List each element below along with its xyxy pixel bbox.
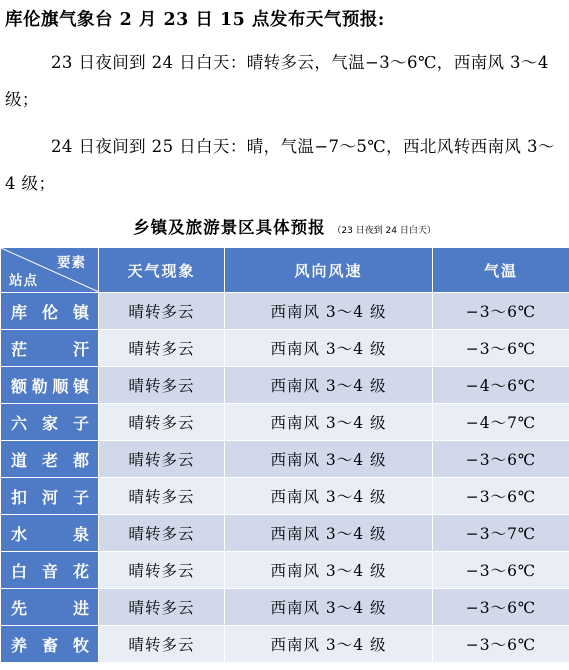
temperature-cell: −3～6℃	[433, 330, 569, 367]
table-row	[1, 589, 569, 626]
station-name: 水泉	[1, 515, 99, 552]
temperature-cell: −4～6℃	[433, 367, 569, 404]
station-name: 扣河子	[1, 478, 99, 515]
weather-cell: 晴转多云	[99, 293, 225, 330]
temperature-cell: −3～6℃	[433, 626, 569, 663]
table-row	[1, 626, 569, 663]
table-row	[1, 367, 569, 404]
wind-cell: 西南风 3～4 级	[225, 626, 433, 663]
temperature-cell: −3～7℃	[433, 515, 569, 552]
station-name: 养畜牧	[1, 626, 99, 663]
wind-cell: 西南风 3～4 级	[225, 367, 433, 404]
table-row	[1, 552, 569, 589]
wind-cell: 西南风 3～4 级	[225, 293, 433, 330]
station-name: 茫汗	[1, 330, 99, 367]
table-title	[0, 214, 569, 238]
wind-cell: 西南风 3～4 级	[225, 552, 433, 589]
table-title-main: 乡镇及旅游景区具体预报	[133, 218, 326, 237]
wind-cell: 西南风 3～4 级	[225, 478, 433, 515]
weather-cell: 晴转多云	[99, 441, 225, 478]
weather-cell: 晴转多云	[99, 404, 225, 441]
temperature-cell: −3～6℃	[433, 441, 569, 478]
table-title-sub: （23 日夜到 24 日白天）	[332, 226, 436, 236]
forecast-paragraph-1: 23 日夜间到 24 日白天：晴转多云，气温−3～6℃，西南风 3～4 级；	[5, 53, 549, 109]
table-row	[1, 404, 569, 441]
station-name: 道老都	[1, 441, 99, 478]
forecast-headline: 库伦旗气象台 2 月 23 日 15 点发布天气预报:	[5, 10, 385, 30]
column-header-temperature: 气温	[433, 248, 569, 293]
station-name: 额勒顺镇	[1, 367, 99, 404]
table-row	[1, 330, 569, 367]
temperature-cell: −3～6℃	[433, 478, 569, 515]
wind-cell: 西南风 3～4 级	[225, 330, 433, 367]
temperature-cell: −3～6℃	[433, 589, 569, 626]
station-name: 六家子	[1, 404, 99, 441]
table-header-row	[1, 248, 569, 293]
temperature-cell: −3～6℃	[433, 293, 569, 330]
corner-label-station: 站点	[9, 273, 38, 289]
corner-header-cell	[1, 248, 99, 293]
table-row	[1, 441, 569, 478]
wind-cell: 西南风 3～4 级	[225, 515, 433, 552]
column-header-wind: 风向风速	[225, 248, 433, 293]
temperature-cell: −3～6℃	[433, 552, 569, 589]
weather-cell: 晴转多云	[99, 552, 225, 589]
station-name: 先进	[1, 589, 99, 626]
weather-cell: 晴转多云	[99, 330, 225, 367]
wind-cell: 西南风 3～4 级	[225, 404, 433, 441]
station-name: 白音花	[1, 552, 99, 589]
table-row	[1, 478, 569, 515]
weather-cell: 晴转多云	[99, 478, 225, 515]
wind-cell: 西南风 3～4 级	[225, 441, 433, 478]
forecast-table	[0, 247, 569, 663]
corner-label-element: 要素	[57, 255, 86, 271]
wind-cell: 西南风 3～4 级	[225, 589, 433, 626]
weather-cell: 晴转多云	[99, 515, 225, 552]
weather-cell: 晴转多云	[99, 589, 225, 626]
temperature-cell: −4～7℃	[433, 404, 569, 441]
column-header-weather: 天气现象	[99, 248, 225, 293]
station-name: 库伦镇	[1, 293, 99, 330]
weather-cell: 晴转多云	[99, 367, 225, 404]
forecast-paragraph-2: 24 日夜间到 25 日白天：晴，气温−7～5℃，西北风转西南风 3～4 级；	[5, 137, 555, 193]
table-row	[1, 293, 569, 330]
table-row	[1, 515, 569, 552]
weather-cell: 晴转多云	[99, 626, 225, 663]
